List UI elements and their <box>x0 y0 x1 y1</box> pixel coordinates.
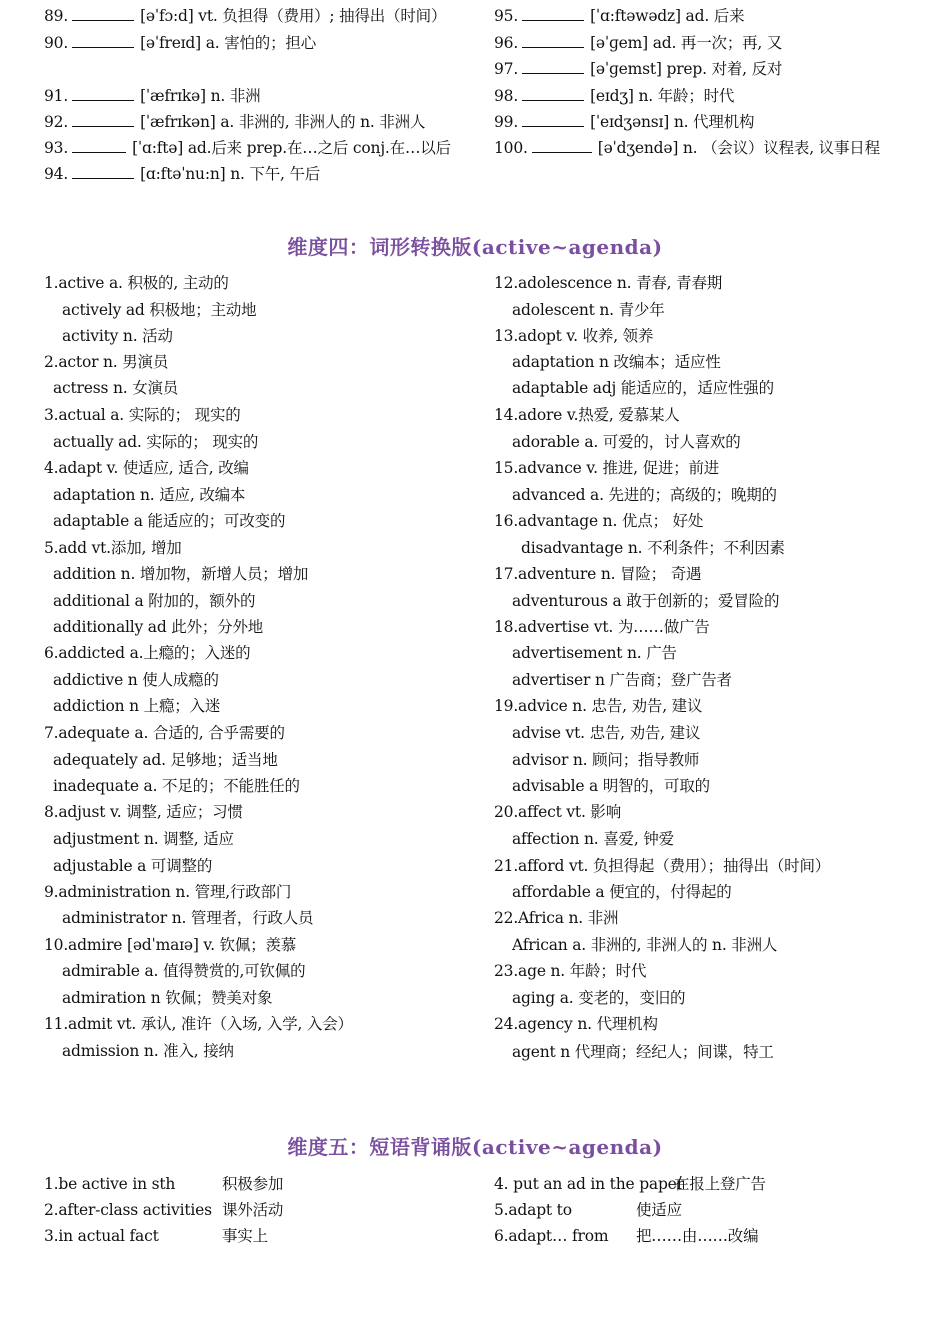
word-entry: affordable a 便宜的，付得起的 <box>512 883 732 901</box>
word-entry: adaptable adj 能适应的，适应性强的 <box>512 379 774 397</box>
word-entry: adequately ad. 足够地；适当地 <box>53 751 278 769</box>
word-entry: advanced a. 先进的；高级的；晚期的 <box>512 486 777 504</box>
word-entry: adjustment n. 调整, 适应 <box>53 830 234 848</box>
answer-blank[interactable] <box>522 59 584 74</box>
word-entry: aging a. 变老的，变旧的 <box>512 989 686 1007</box>
word-entry: admiration n 钦佩；赞美对象 <box>62 989 273 1007</box>
vocab-item: 97. [əˈɡemst] prep. 对着, 反对 <box>494 60 783 78</box>
answer-blank[interactable] <box>522 112 584 127</box>
word-entry: affection n. 喜爱, 钟爱 <box>512 830 674 848</box>
word-entry: adorable a. 可爱的，讨人喜欢的 <box>512 433 741 451</box>
phrase-entry: 5.adapt to 使适应 <box>494 1201 682 1219</box>
phrase-entry: 6.adapt… from 把……由……改编 <box>494 1227 759 1245</box>
word-entry: 23.age n. 年龄；时代 <box>494 962 647 980</box>
phrase-entry: 1.be active in sth 积极参加 <box>44 1175 284 1193</box>
word-entry: 9.administration n. 管理,行政部门 <box>44 883 292 901</box>
word-entry: addictive n 使人成瘾的 <box>53 671 219 689</box>
vocab-item: 90. [əˈfreɪd] a. 害怕的；担心 <box>44 34 317 52</box>
phrase-entry: 2.after-class activities 课外活动 <box>44 1201 284 1219</box>
word-entry: 6.addicted a.上瘾的；入迷的 <box>44 644 251 662</box>
answer-blank[interactable] <box>72 6 134 21</box>
answer-blank[interactable] <box>522 86 584 101</box>
answer-blank[interactable] <box>532 138 592 153</box>
word-entry: actress n. 女演员 <box>53 379 179 397</box>
vocab-item: 94. [ɑ:ftəˈnu:n] n. 下午, 午后 <box>44 165 321 183</box>
word-entry: adventurous a 敢于创新的；爱冒险的 <box>512 592 780 610</box>
word-entry: admission n. 准入, 接纳 <box>62 1042 234 1060</box>
word-entry: 11.admit vt. 承认, 准许（入场, 入学, 入会） <box>44 1015 353 1033</box>
word-entry: African a. 非洲的, 非洲人的 n. 非洲人 <box>512 936 778 954</box>
word-entry: additional a 附加的，额外的 <box>53 592 256 610</box>
word-entry: 1.active a. 积极的, 主动的 <box>44 274 229 292</box>
word-entry: 13.adopt v. 收养, 领养 <box>494 327 654 345</box>
word-entry: agent n 代理商；经纪人；间谍，特工 <box>512 1043 774 1061</box>
word-entry: 20.affect vt. 影响 <box>494 803 622 821</box>
vocab-item: 98. [eɪdʒ] n. 年龄；时代 <box>494 87 735 105</box>
answer-blank[interactable] <box>72 33 134 48</box>
word-entry: 18.advertise vt. 为……做广告 <box>494 618 710 636</box>
answer-blank[interactable] <box>72 138 126 153</box>
vocab-item: 100. [əˈdʒendə] n. （会议）议程表, 议事日程 <box>494 139 880 157</box>
section-4-title: 维度四：词形转换版(active~agenda) <box>287 235 663 259</box>
answer-blank[interactable] <box>72 164 134 179</box>
word-entry: adolescent n. 青少年 <box>512 301 665 319</box>
word-entry: advertisement n. 广告 <box>512 644 677 662</box>
answer-blank[interactable] <box>522 33 584 48</box>
word-entry: inadequate a. 不足的；不能胜任的 <box>53 777 300 795</box>
word-entry: addiction n 上瘾；入迷 <box>53 697 221 715</box>
phrase-entry: 3.in actual fact 事实上 <box>44 1227 268 1245</box>
answer-blank[interactable] <box>72 112 134 127</box>
word-entry: 12.adolescence n. 青春, 青春期 <box>494 274 723 292</box>
vocab-item: 93. [ˈɑ:ftə] ad.后来 prep.在…之后 conj.在…以后 <box>44 139 451 157</box>
vocab-item: 92. [ˈæfrɪkən] a. 非洲的, 非洲人的 n. 非洲人 <box>44 113 426 131</box>
vocab-item: 89. [əˈfɔ:d] vt. 负担得（费用）; 抽得出（时间） <box>44 7 447 25</box>
word-entry: 21.afford vt. 负担得起（费用）；抽得出（时间） <box>494 857 831 875</box>
word-entry: administrator n. 管理者，行政人员 <box>62 909 314 927</box>
word-entry: 5.add vt.添加, 增加 <box>44 539 182 557</box>
word-entry: adjustable a 可调整的 <box>53 857 213 875</box>
word-entry: 19.advice n. 忠告, 劝告, 建议 <box>494 697 703 715</box>
word-entry: adaptation n. 适应, 改编本 <box>53 486 246 504</box>
word-entry: addition n. 增加物，新增人员；增加 <box>53 565 309 583</box>
word-entry: adaptation n 改编本；适应性 <box>512 353 721 371</box>
word-entry: advise vt. 忠告, 劝告, 建议 <box>512 724 701 742</box>
answer-blank[interactable] <box>72 86 134 101</box>
word-entry: 24.agency n. 代理机构 <box>494 1015 658 1033</box>
word-entry: 2.actor n. 男演员 <box>44 353 169 371</box>
word-entry: disadvantage n. 不利条件；不利因素 <box>521 539 785 557</box>
vocab-item: 95. [ˈɑ:ftəwədz] ad. 后来 <box>494 7 745 25</box>
word-entry: advisable a 明智的，可取的 <box>512 777 710 795</box>
word-entry: actively ad 积极地；主动地 <box>62 301 257 319</box>
word-entry: adaptable a 能适应的；可改变的 <box>53 512 286 530</box>
word-entry: 10.admire [ədˈmaɪə] v. 钦佩；羡慕 <box>44 936 297 954</box>
word-entry: 17.adventure n. 冒险； 奇遇 <box>494 565 702 583</box>
vocab-item: 99. [ˈeɪdʒənsɪ] n. 代理机构 <box>494 113 755 131</box>
word-entry: 7.adequate a. 合适的, 合乎需要的 <box>44 724 285 742</box>
word-entry: activity n. 活动 <box>62 327 173 345</box>
section-5-title: 维度五：短语背诵版(active~agenda) <box>287 1135 663 1159</box>
word-entry: 4.adapt v. 使适应, 适合, 改编 <box>44 459 249 477</box>
word-entry: 8.adjust v. 调整, 适应；习惯 <box>44 803 243 821</box>
phrase-entry: 4. put an ad in the paper在报上登广告 <box>494 1175 766 1193</box>
word-entry: 3.actual a. 实际的； 现实的 <box>44 406 241 424</box>
word-entry: advisor n. 顾问；指导教师 <box>512 751 700 769</box>
word-entry: additionally ad 此外；分外地 <box>53 618 264 636</box>
vocab-item: 96. [əˈɡem] ad. 再一次；再, 又 <box>494 34 783 52</box>
word-entry: 15.advance v. 推进, 促进；前进 <box>494 459 720 477</box>
word-entry: actually ad. 实际的； 现实的 <box>53 433 259 451</box>
word-entry: advertiser n 广告商；登广告者 <box>512 671 732 689</box>
answer-blank[interactable] <box>522 6 584 21</box>
word-entry: 14.adore v.热爱, 爱慕某人 <box>494 406 680 424</box>
word-entry: 16.advantage n. 优点； 好处 <box>494 512 704 530</box>
word-entry: 22.Africa n. 非洲 <box>494 909 619 927</box>
vocab-item: 91. [ˈæfrɪkə] n. 非洲 <box>44 87 261 105</box>
word-entry: admirable a. 值得赞赏的,可钦佩的 <box>62 962 306 980</box>
